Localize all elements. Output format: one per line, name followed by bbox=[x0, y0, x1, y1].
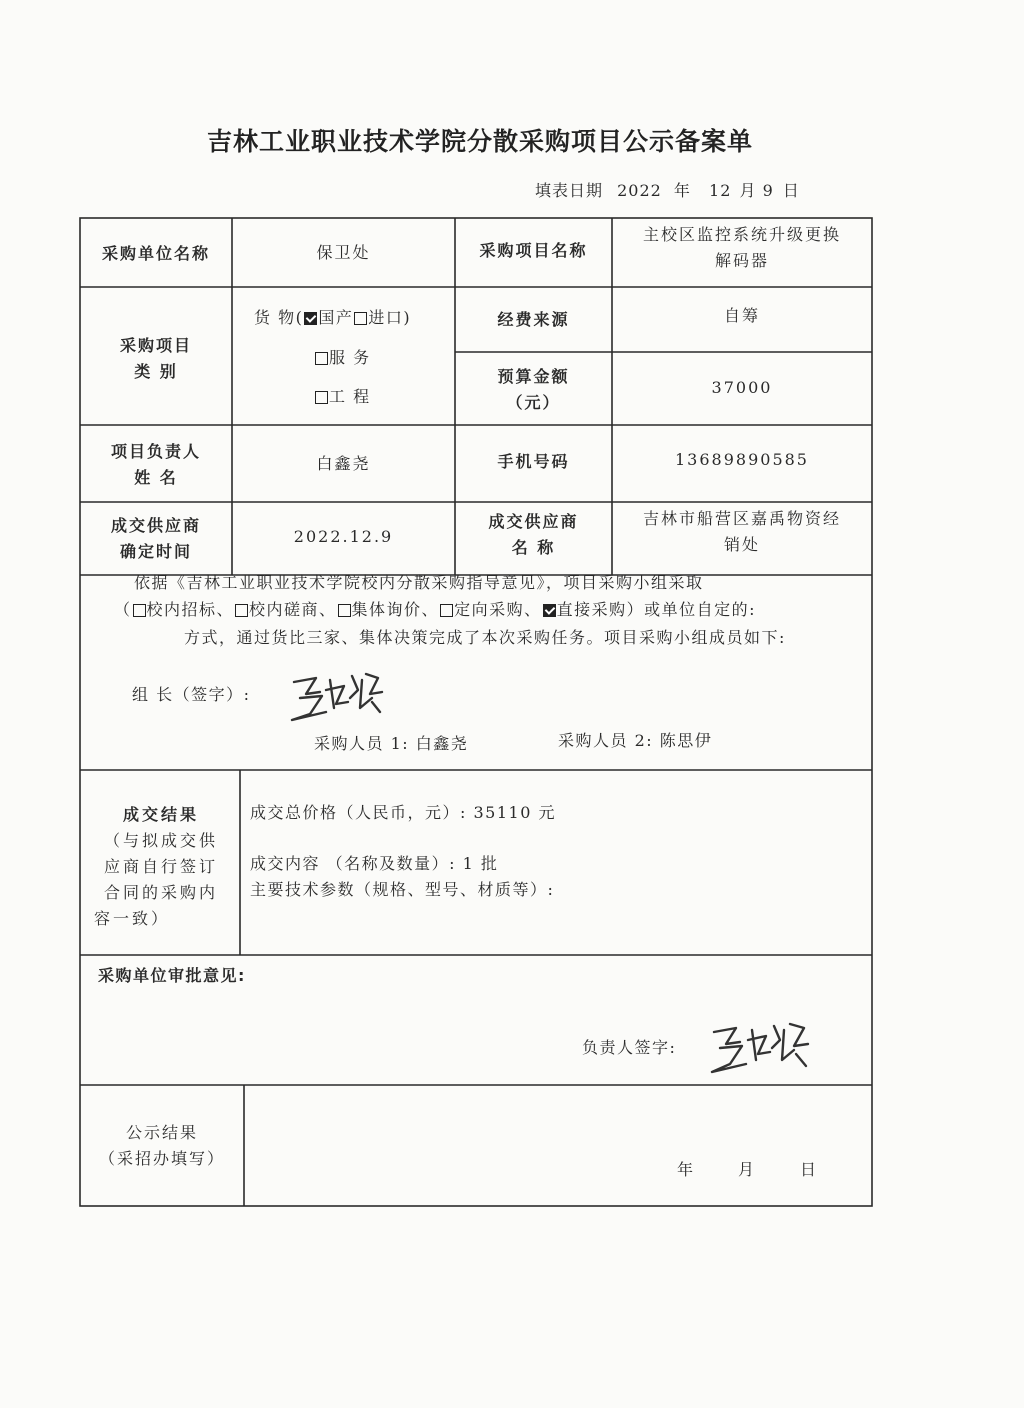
project-name-line2: 解码器 bbox=[714, 251, 769, 270]
service-label: 服 务 bbox=[329, 348, 371, 367]
result-label-line4: 合同的采购内 bbox=[103, 883, 218, 902]
supplier-time-value: 2022.12.9 bbox=[293, 527, 394, 546]
opt3-checkbox[interactable] bbox=[338, 604, 351, 617]
leader-value: 白鑫尧 bbox=[316, 454, 371, 473]
supplier-name-label bbox=[455, 509, 612, 561]
opt1-checkbox[interactable] bbox=[133, 604, 146, 617]
imported-label: 进口) bbox=[368, 308, 412, 327]
project-name-value bbox=[612, 222, 872, 274]
fill-date-day-unit: 日 bbox=[782, 181, 800, 200]
project-name-label: 采购项目名称 bbox=[479, 241, 588, 260]
opt4-label: 定向采购、 bbox=[454, 600, 542, 619]
engineering-label: 工 程 bbox=[329, 387, 371, 406]
category-label bbox=[80, 333, 232, 385]
phone-value: 13689890585 bbox=[675, 450, 809, 469]
opt4-checkbox[interactable] bbox=[440, 604, 453, 617]
opt5-checkbox[interactable] bbox=[543, 604, 556, 617]
goods-label: 货 物( bbox=[254, 308, 304, 327]
leader-label bbox=[80, 439, 232, 491]
budget-label-line1: 预算金额 bbox=[497, 367, 570, 386]
page-title: 吉林工业职业技术学院分散采购项目公示备案单 bbox=[206, 127, 753, 156]
tech-params: 主要技术参数（规格、型号、材质等）: bbox=[250, 880, 555, 899]
result-label-line5: 容一致） bbox=[94, 909, 171, 928]
supplier-name-label-line1: 成交供应商 bbox=[488, 512, 579, 531]
budget-value: 37000 bbox=[711, 378, 773, 397]
publicity-label-line1: 公示结果 bbox=[125, 1123, 198, 1142]
member1: 采购人员 1: 白鑫尧 bbox=[314, 734, 469, 753]
unit-name-value: 保卫处 bbox=[316, 243, 371, 262]
budget-label bbox=[455, 364, 612, 416]
result-label-line2: （与拟成交供 bbox=[103, 831, 218, 850]
fill-date-year-unit: 年 bbox=[673, 181, 691, 200]
publicity-label bbox=[80, 1120, 244, 1172]
deal-content: 成交内容 （名称及数量）: 1 批 bbox=[250, 854, 499, 873]
leader-signature bbox=[286, 668, 386, 734]
engineering-option bbox=[314, 384, 371, 407]
phone-label: 手机号码 bbox=[497, 452, 570, 471]
service-checkbox[interactable] bbox=[315, 352, 328, 365]
publicity-month: 月 bbox=[738, 1160, 756, 1179]
supplier-time-label bbox=[80, 513, 232, 565]
goods-option bbox=[254, 305, 411, 328]
opt1-label: 校内招标、 bbox=[146, 600, 235, 619]
fill-date-day: 9 bbox=[762, 181, 774, 200]
basis-options bbox=[114, 597, 756, 620]
fill-date-month: 12 bbox=[709, 181, 732, 200]
opt3-label: 集体询价、 bbox=[351, 600, 440, 619]
engineering-checkbox[interactable] bbox=[315, 391, 328, 404]
publicity-label-line2: （采招办填写） bbox=[98, 1149, 225, 1168]
basis-opt-open: （ bbox=[114, 600, 132, 619]
fund-source-label: 经费来源 bbox=[497, 310, 570, 329]
leader-label-line2: 姓 名 bbox=[134, 468, 178, 487]
fill-date-month-unit: 月 bbox=[739, 181, 757, 200]
approval-label: 采购单位审批意见: bbox=[98, 966, 246, 985]
total-price: 成交总价格（人民币，元）: 35110 元 bbox=[250, 803, 556, 822]
supplier-time-label-line1: 成交供应商 bbox=[110, 516, 201, 535]
domestic-label: 国产 bbox=[318, 308, 354, 327]
opt5-label: 直接采购）或单位自定的: bbox=[556, 600, 756, 619]
supplier-name-value bbox=[612, 506, 872, 558]
supplier-name-label-line2: 名 称 bbox=[511, 538, 556, 557]
publicity-day: 日 bbox=[800, 1160, 818, 1179]
leader-sign-label: 组 长（签字）: bbox=[132, 685, 251, 704]
opt2-checkbox[interactable] bbox=[235, 604, 248, 617]
basis-line1: 依据《吉林工业职业技术学院校内分散采购指导意见》，项目采购小组采取 bbox=[134, 573, 704, 592]
imported-checkbox[interactable] bbox=[354, 312, 367, 325]
unit-name-label: 采购单位名称 bbox=[101, 244, 210, 263]
fill-date-year: 2022 bbox=[617, 181, 662, 200]
supplier-name-line2: 销处 bbox=[723, 535, 760, 554]
project-name-line1: 主校区监控系统升级更换 bbox=[642, 225, 841, 244]
approval-sign-label: 负责人签字: bbox=[582, 1038, 677, 1057]
approver-signature bbox=[706, 1018, 814, 1082]
category-label-line2: 类 别 bbox=[134, 362, 178, 381]
supplier-time-label-line2: 确定时间 bbox=[119, 542, 192, 561]
fund-source-value: 自筹 bbox=[723, 306, 760, 325]
service-option bbox=[314, 345, 371, 368]
supplier-name-line1: 吉林市船营区嘉禹物资经 bbox=[642, 509, 841, 528]
publicity-year: 年 bbox=[677, 1160, 695, 1179]
leader-label-line1: 项目负责人 bbox=[110, 442, 201, 461]
result-label-line1: 成交结果 bbox=[122, 805, 199, 824]
fill-date-label: 填表日期 bbox=[535, 181, 604, 200]
result-label bbox=[86, 802, 236, 932]
result-label-line3: 应商自行签订 bbox=[103, 857, 218, 876]
domestic-checkbox[interactable] bbox=[304, 312, 317, 325]
basis-line3: 方式，通过货比三家、集体决策完成了本次采购任务。项目采购小组成员如下: bbox=[184, 628, 786, 647]
category-label-line1: 采购项目 bbox=[119, 336, 192, 355]
member2: 采购人员 2: 陈思伊 bbox=[558, 731, 713, 750]
budget-label-line2: （元） bbox=[506, 393, 561, 412]
opt2-label: 校内磋商、 bbox=[249, 600, 337, 619]
